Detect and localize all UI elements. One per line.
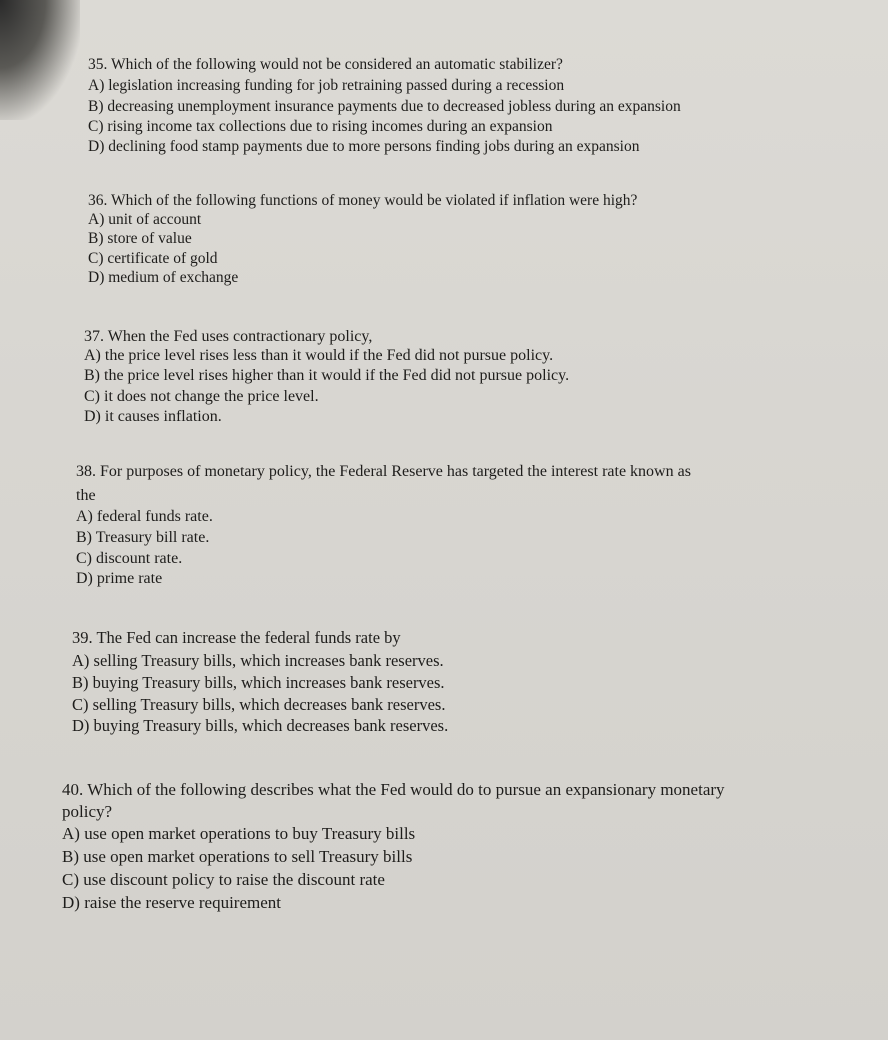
option-b[interactable]: B) use open market operations to sell Treasury bills xyxy=(62,847,413,866)
option-d[interactable]: D) declining food stamp payments due to more persons finding jobs during an expansion xyxy=(88,138,640,155)
option-b[interactable]: B) buying Treasury bills, which increases bank reserves. xyxy=(72,673,445,692)
option-a[interactable]: A) the price level rises less than it would if the Fed did not pursue policy. xyxy=(84,347,554,364)
photo-shadow xyxy=(0,0,80,120)
option-a[interactable]: A) use open market operations to buy Treasury bills xyxy=(62,824,416,843)
question-stem: 38. For purposes of monetary policy, the Federal Reserve has targeted the interest rate known as xyxy=(76,463,691,480)
option-c[interactable]: C) discount rate. xyxy=(76,550,183,567)
option-d[interactable]: D) prime rate xyxy=(76,570,163,587)
question-stem: 35. Which of the following would not be considered an automatic stabilizer? xyxy=(88,56,563,73)
option-b[interactable]: B) decreasing unemployment insurance payments due to decreased jobless during an expansion xyxy=(88,98,681,115)
option-d[interactable]: D) buying Treasury bills, which decreases bank reserves. xyxy=(72,716,449,735)
option-b[interactable]: B) store of value xyxy=(88,230,192,247)
question-stem: 37. When the Fed uses contractionary policy, xyxy=(84,328,373,345)
option-a[interactable]: A) unit of account xyxy=(88,211,202,228)
option-b[interactable]: B) Treasury bill rate. xyxy=(76,529,210,546)
option-c[interactable]: C) certificate of gold xyxy=(88,250,218,267)
option-c[interactable]: C) it does not change the price level. xyxy=(84,388,319,405)
option-d[interactable]: D) raise the reserve requirement xyxy=(62,893,281,912)
option-d[interactable]: D) medium of exchange xyxy=(88,269,239,286)
question-stem: 39. The Fed can increase the federal funds rate by xyxy=(72,628,401,647)
option-c[interactable]: C) use discount policy to raise the discount rate xyxy=(62,870,385,889)
question-stem: 36. Which of the following functions of money would be violated if inflation were high? xyxy=(88,192,638,209)
option-d[interactable]: D) it causes inflation. xyxy=(84,408,222,425)
option-b[interactable]: B) the price level rises higher than it would if the Fed did not pursue policy. xyxy=(84,367,570,384)
option-c[interactable]: C) selling Treasury bills, which decreases bank reserves. xyxy=(72,695,446,714)
option-a[interactable]: A) federal funds rate. xyxy=(76,508,213,525)
question-stem-continued: policy? xyxy=(62,802,113,821)
option-a[interactable]: A) selling Treasury bills, which increases bank reserves. xyxy=(72,651,444,670)
question-stem-continued: the xyxy=(76,487,96,504)
option-c[interactable]: C) rising income tax collections due to rising incomes during an expansion xyxy=(88,118,553,135)
question-stem: 40. Which of the following describes what the Fed would do to pursue an expansionary monetary xyxy=(62,780,725,799)
option-a[interactable]: A) legislation increasing funding for job retraining passed during a recession xyxy=(88,77,565,94)
